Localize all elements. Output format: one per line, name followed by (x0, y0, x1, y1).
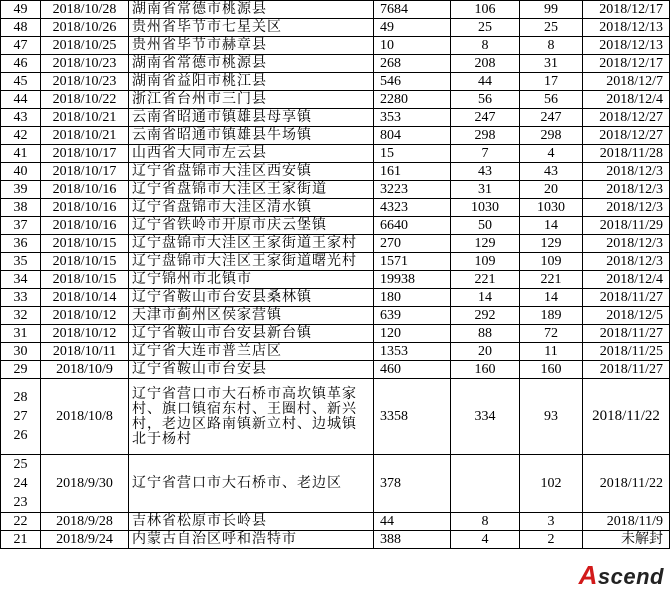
cell-id: 37 (1, 217, 41, 235)
cell-count-a: 44 (374, 513, 451, 531)
table-row (1, 163, 670, 181)
cell-count-b: 298 (451, 127, 520, 145)
cell-count-a: 460 (374, 361, 451, 379)
table-row (1, 109, 670, 127)
cell-date: 2018/10/17 (41, 163, 129, 181)
cell-date: 2018/10/12 (41, 325, 129, 343)
cell-ids: 28 27 26 (1, 379, 41, 455)
cell-end-date: 2018/12/13 (583, 37, 670, 55)
cell-id: 29 (1, 361, 41, 379)
table-row (1, 253, 670, 271)
cell-date: 2018/10/21 (41, 109, 129, 127)
cell-count-a: 3358 (374, 379, 451, 455)
cell-count-c: 43 (520, 163, 583, 181)
cell-id: 48 (1, 19, 41, 37)
cell-id: 31 (1, 325, 41, 343)
table-row (1, 531, 670, 549)
cell-location: 浙江省台州市三门县 (129, 91, 374, 109)
cell-end-date: 2018/12/3 (583, 235, 670, 253)
cell-id: 33 (1, 289, 41, 307)
cell-count-b: 1030 (451, 199, 520, 217)
cell-end-date: 2018/12/7 (583, 73, 670, 91)
table-row (1, 19, 670, 37)
cell-count-b (451, 455, 520, 513)
cell-date: 2018/10/14 (41, 289, 129, 307)
cell-count-a: 268 (374, 55, 451, 73)
cell-count-b: 221 (451, 271, 520, 289)
cell-end-date: 未解封 (583, 531, 670, 549)
cell-id: 32 (1, 307, 41, 325)
cell-count-b: 334 (451, 379, 520, 455)
table-row (1, 271, 670, 289)
cell-end-date: 2018/11/25 (583, 343, 670, 361)
table-row (1, 343, 670, 361)
cell-location: 辽宁锦州市北镇市 (129, 271, 374, 289)
table-row (1, 325, 670, 343)
cell-count-a: 1353 (374, 343, 451, 361)
table-row (1, 199, 670, 217)
cell-location: 辽宁省盘锦市大洼区清水镇 (129, 199, 374, 217)
cell-location: 湖南省常德市桃源县 (129, 1, 374, 19)
cell-location: 天津市蓟州区侯家营镇 (129, 307, 374, 325)
cell-id: 45 (1, 73, 41, 91)
cell-id: 30 (1, 343, 41, 361)
cell-date: 2018/10/23 (41, 73, 129, 91)
cell-end-date: 2018/12/27 (583, 109, 670, 127)
cell-end-date: 2018/12/3 (583, 199, 670, 217)
cell-count-b: 43 (451, 163, 520, 181)
cell-count-a: 10 (374, 37, 451, 55)
cell-id: 21 (1, 531, 41, 549)
cell-count-b: 106 (451, 1, 520, 19)
cell-count-c: 1030 (520, 199, 583, 217)
cell-count-c: 2 (520, 531, 583, 549)
cell-count-a: 804 (374, 127, 451, 145)
cell-end-date: 2018/11/9 (583, 513, 670, 531)
cell-id: 44 (1, 91, 41, 109)
cell-ids: 25 24 23 (1, 455, 41, 513)
cell-count-a: 49 (374, 19, 451, 37)
cell-count-c: 14 (520, 217, 583, 235)
table-row (1, 217, 670, 235)
cell-end-date: 2018/12/3 (583, 253, 670, 271)
cell-count-a: 7684 (374, 1, 451, 19)
cell-count-a: 388 (374, 531, 451, 549)
ascend-logo: Ascend (578, 560, 664, 590)
cell-date: 2018/10/9 (41, 361, 129, 379)
cell-location: 辽宁省鞍山市台安县桑林镇 (129, 289, 374, 307)
cell-count-a: 19938 (374, 271, 451, 289)
cell-id: 40 (1, 163, 41, 181)
cell-count-b: 7 (451, 145, 520, 163)
cell-id: 46 (1, 55, 41, 73)
cell-end-date: 2018/11/29 (583, 217, 670, 235)
cell-id: 36 (1, 235, 41, 253)
cell-end-date: 2018/12/17 (583, 1, 670, 19)
table-row (1, 235, 670, 253)
cell-date: 2018/10/28 (41, 1, 129, 19)
cell-end-date: 2018/12/4 (583, 271, 670, 289)
cell-end-date: 2018/11/22 (583, 379, 670, 455)
cell-count-b: 44 (451, 73, 520, 91)
cell-end-date: 2018/11/27 (583, 289, 670, 307)
cell-id: 49 (1, 1, 41, 19)
cell-count-c: 17 (520, 73, 583, 91)
cell-location: 贵州省毕节市赫章县 (129, 37, 374, 55)
cell-end-date: 2018/12/17 (583, 55, 670, 73)
table-row (1, 37, 670, 55)
cell-end-date: 2018/11/27 (583, 325, 670, 343)
cell-count-a: 353 (374, 109, 451, 127)
cell-date: 2018/10/15 (41, 271, 129, 289)
cell-location: 辽宁省营口市大石桥市、老边区 (129, 455, 374, 513)
cell-count-a: 4323 (374, 199, 451, 217)
cell-location: 辽宁省营口市大石桥市高坎镇革家村、旗口镇宿东村、王圈村、新兴村，老边区路南镇新立村、边城镇北于杨村 (129, 379, 374, 455)
cell-count-a: 639 (374, 307, 451, 325)
table-body-top (1, 1, 670, 379)
cell-count-c: 93 (520, 379, 583, 455)
cell-location: 辽宁省鞍山市台安县新台镇 (129, 325, 374, 343)
cell-count-a: 1571 (374, 253, 451, 271)
cell-location: 湖南省益阳市桃江县 (129, 73, 374, 91)
cell-date: 2018/10/16 (41, 217, 129, 235)
cell-id: 39 (1, 181, 41, 199)
cell-count-b: 8 (451, 37, 520, 55)
cell-date: 2018/9/30 (41, 455, 129, 513)
cell-count-a: 6640 (374, 217, 451, 235)
cell-count-c: 25 (520, 19, 583, 37)
cell-count-a: 180 (374, 289, 451, 307)
cell-count-c: 72 (520, 325, 583, 343)
cell-count-b: 88 (451, 325, 520, 343)
cell-count-a: 270 (374, 235, 451, 253)
cell-end-date: 2018/12/27 (583, 127, 670, 145)
cell-id: 38 (1, 199, 41, 217)
cell-id: 47 (1, 37, 41, 55)
cell-count-a: 120 (374, 325, 451, 343)
cell-count-c: 247 (520, 109, 583, 127)
cell-date: 2018/10/11 (41, 343, 129, 361)
table-row (1, 361, 670, 379)
cell-count-c: 31 (520, 55, 583, 73)
cell-count-a: 2280 (374, 91, 451, 109)
cell-id: 42 (1, 127, 41, 145)
cell-count-c: 99 (520, 1, 583, 19)
cell-count-a: 15 (374, 145, 451, 163)
table-row (1, 307, 670, 325)
cell-date: 2018/9/28 (41, 513, 129, 531)
cell-location: 辽宁盘锦市大洼区王家街道曙光村 (129, 253, 374, 271)
cell-location: 湖南省常德市桃源县 (129, 55, 374, 73)
cell-count-b: 292 (451, 307, 520, 325)
table-row (1, 513, 670, 531)
table-row (1, 91, 670, 109)
cell-date: 2018/10/8 (41, 379, 129, 455)
cell-count-a: 378 (374, 455, 451, 513)
cell-location: 辽宁省盘锦市大洼区王家街道 (129, 181, 374, 199)
cell-location: 山西省大同市左云县 (129, 145, 374, 163)
cell-date: 2018/10/16 (41, 199, 129, 217)
table-row-merged-25-23 (1, 455, 670, 513)
cell-date: 2018/10/15 (41, 235, 129, 253)
cell-count-c: 56 (520, 91, 583, 109)
cell-end-date: 2018/12/3 (583, 163, 670, 181)
cell-count-c: 221 (520, 271, 583, 289)
cell-count-b: 247 (451, 109, 520, 127)
cell-count-c: 4 (520, 145, 583, 163)
cell-count-a: 3223 (374, 181, 451, 199)
cell-count-c: 102 (520, 455, 583, 513)
cell-count-b: 208 (451, 55, 520, 73)
table-row (1, 73, 670, 91)
cell-location: 内蒙古自治区呼和浩特市 (129, 531, 374, 549)
cell-location: 吉林省松原市长岭县 (129, 513, 374, 531)
cell-count-c: 20 (520, 181, 583, 199)
cell-count-a: 546 (374, 73, 451, 91)
cell-count-b: 14 (451, 289, 520, 307)
cell-date: 2018/10/21 (41, 127, 129, 145)
cell-count-c: 8 (520, 37, 583, 55)
cell-count-c: 11 (520, 343, 583, 361)
cell-count-c: 3 (520, 513, 583, 531)
table-row (1, 145, 670, 163)
cell-count-b: 109 (451, 253, 520, 271)
table-row (1, 181, 670, 199)
cell-id: 34 (1, 271, 41, 289)
cell-date: 2018/10/17 (41, 145, 129, 163)
cell-end-date: 2018/12/5 (583, 307, 670, 325)
cell-count-b: 31 (451, 181, 520, 199)
cell-date: 2018/10/25 (41, 37, 129, 55)
cell-date: 2018/9/24 (41, 531, 129, 549)
cell-date: 2018/10/22 (41, 91, 129, 109)
cell-id: 22 (1, 513, 41, 531)
cell-id: 43 (1, 109, 41, 127)
cell-count-b: 20 (451, 343, 520, 361)
cell-date: 2018/10/23 (41, 55, 129, 73)
cell-date: 2018/10/12 (41, 307, 129, 325)
cell-count-c: 298 (520, 127, 583, 145)
cell-count-b: 50 (451, 217, 520, 235)
cell-count-c: 129 (520, 235, 583, 253)
cell-end-date: 2018/12/13 (583, 19, 670, 37)
cell-location: 辽宁盘锦市大洼区王家街道王家村 (129, 235, 374, 253)
cell-location: 辽宁省大连市普兰店区 (129, 343, 374, 361)
table-row (1, 127, 670, 145)
cell-count-c: 14 (520, 289, 583, 307)
cell-end-date: 2018/12/3 (583, 181, 670, 199)
cell-count-b: 25 (451, 19, 520, 37)
cell-date: 2018/10/15 (41, 253, 129, 271)
table-body-merged (1, 379, 670, 513)
cell-end-date: 2018/11/22 (583, 455, 670, 513)
cell-count-c: 189 (520, 307, 583, 325)
cell-count-b: 56 (451, 91, 520, 109)
table-row-merged-28-26 (1, 379, 670, 455)
cell-location: 辽宁省铁岭市开原市庆云堡镇 (129, 217, 374, 235)
cell-id: 41 (1, 145, 41, 163)
cell-location: 云南省昭通市镇雄县牛场镇 (129, 127, 374, 145)
cell-location: 辽宁省鞍山市台安县 (129, 361, 374, 379)
cell-id: 35 (1, 253, 41, 271)
cell-count-b: 8 (451, 513, 520, 531)
cell-count-b: 4 (451, 531, 520, 549)
cell-location: 贵州省毕节市七星关区 (129, 19, 374, 37)
cell-count-c: 109 (520, 253, 583, 271)
cell-location: 云南省昭通市镇雄县母享镇 (129, 109, 374, 127)
cell-date: 2018/10/26 (41, 19, 129, 37)
cell-count-b: 160 (451, 361, 520, 379)
cell-count-b: 129 (451, 235, 520, 253)
table-row (1, 1, 670, 19)
table-row (1, 55, 670, 73)
table-body-tail (1, 513, 670, 549)
cell-end-date: 2018/11/28 (583, 145, 670, 163)
table-row (1, 289, 670, 307)
cell-end-date: 2018/12/4 (583, 91, 670, 109)
cell-count-c: 160 (520, 361, 583, 379)
cell-count-a: 161 (374, 163, 451, 181)
cell-location: 辽宁省盘锦市大洼区西安镇 (129, 163, 374, 181)
cell-date: 2018/10/16 (41, 181, 129, 199)
cell-end-date: 2018/11/27 (583, 361, 670, 379)
